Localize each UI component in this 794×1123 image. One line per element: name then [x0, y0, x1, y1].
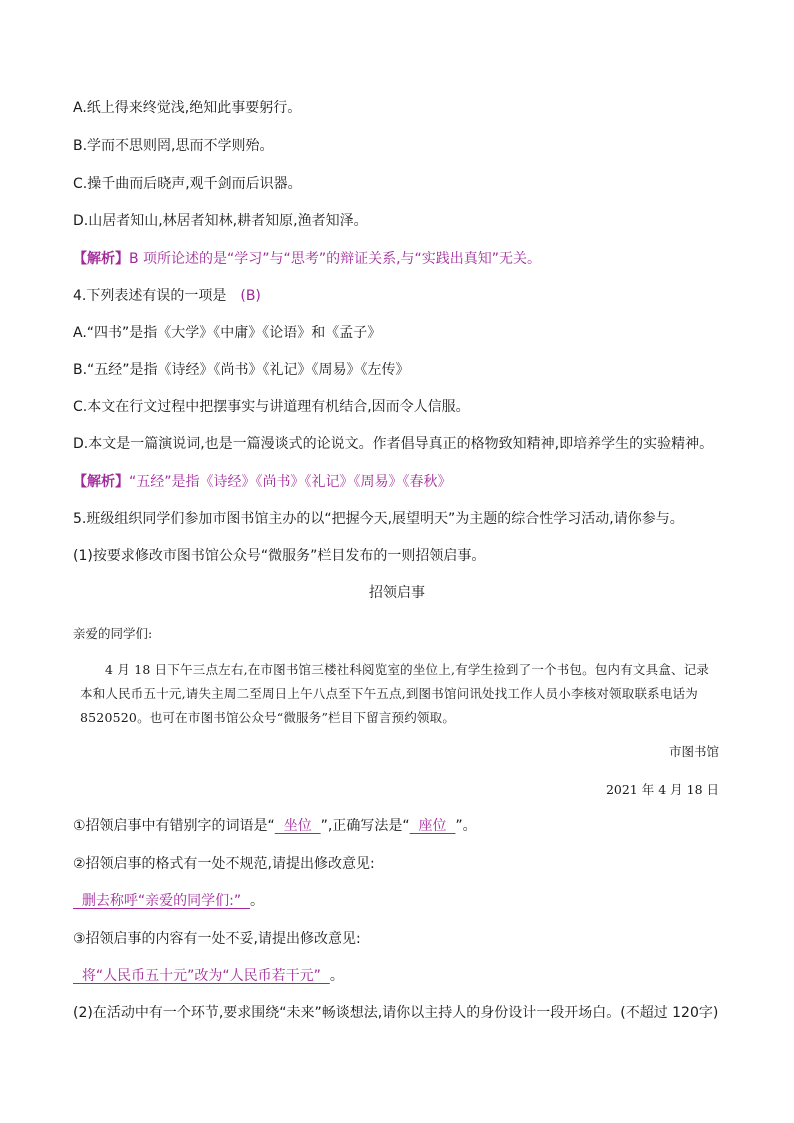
- q3-option-d: D.山居者知山,林居者知林,耕者知原,渔者知泽。: [73, 213, 368, 229]
- q5-part1-stem: (1)按要求修改市图书馆公众号“微服务”栏目发布的一则招领启事。: [73, 548, 486, 564]
- sub1-post: ”。: [455, 818, 477, 834]
- q4-option-d: D.本文是一篇演说词,也是一篇漫谈式的论说文。作者倡导真正的格物致知精神,即培养学生的实验精神。: [73, 436, 714, 452]
- sub3-answer: 将“人民币五十元”改为“人民币若干元”: [73, 968, 330, 984]
- sub1-mid: ”,正确写法是“: [320, 818, 410, 834]
- q4-option-c: C.本文在行文过程中把摆事实与讲道理有机结合,因而令人信服。: [73, 399, 470, 415]
- q5-sub2-answer: [73, 892, 264, 910]
- q4-stem-text: 4.下列表述有误的一项是: [73, 288, 227, 304]
- q5-stem: 5.班级组织同学们参加市图书馆主办的以“把握今天,展望明天”为主题的综合性学习活动,请你参与。: [73, 511, 684, 527]
- sub2-answer: 删去称呼“亲爱的同学们:”: [73, 893, 251, 909]
- analysis-tag: 【解析】: [73, 474, 129, 490]
- q4-option-b: B.“五经”是指《诗经》《尚书》《礼记》《周易》《左传》: [73, 362, 410, 378]
- sub3-end: 。: [329, 968, 344, 984]
- q3-option-a: A.纸上得来终觉浅,绝知此事要躬行。: [73, 100, 302, 116]
- q4-option-a: A.“四书”是指《大学》《中庸》《论语》和《孟子》: [73, 325, 382, 341]
- q5-sub1: [73, 817, 477, 835]
- notice-salutation: 亲爱的同学们:: [73, 626, 153, 641]
- q5-part2-stem: (2)在活动中有一个环节,要求围绕“未来”畅谈想法,请你以主持人的身份设计一段开场白。(不超过 120字): [73, 1005, 719, 1021]
- q3-analysis: [73, 250, 541, 268]
- q4-analysis: [73, 473, 452, 491]
- sub1-pre: ①招领启事中有错别字的词语是“: [73, 818, 275, 834]
- notice-title: 招领启事: [369, 585, 425, 601]
- analysis-text: B 项所论述的是“学习”与“思考”的辩证关系,与“实践出真知”无关。: [129, 251, 542, 267]
- sub2-end: 。: [250, 893, 265, 909]
- notice-date: 2021 年 4 月 18 日: [605, 782, 719, 797]
- analysis-text: “五经”是指《诗经》《尚书》《礼记》《周易》《春秋》: [129, 474, 452, 490]
- analysis-tag: 【解析】: [73, 251, 129, 267]
- q3-option-c: C.操千曲而后晓声,观千剑而后识器。: [73, 176, 302, 192]
- sub1-answer-correct: 座位: [409, 818, 456, 834]
- notice-signature: 市图书馆: [668, 744, 719, 759]
- q4-answer: (B): [240, 288, 261, 304]
- sub1-answer-wrong: 坐位: [274, 818, 321, 834]
- q5-sub3-answer: [73, 967, 344, 985]
- q3-option-b: B.学而不思则罔,思而不学则殆。: [73, 138, 274, 154]
- q5-sub2-stem: ②招领启事的格式有一处不规范,请提出修改意见:: [73, 856, 375, 872]
- notice-body: 4 月 18 日下午三点左右,在市图书馆三楼社科阅览室的坐位上,有学生捡到了一个书包。包内有文具盒、记录本和人民币五十元,请失主周二至周日上午八点至下午五点,到图书馆问讯处找工作人员小李核对领取联系电话为 8520520。也可在市图书馆公众号“微服务”栏目下留言预约领取。: [80, 662, 710, 725]
- q4-stem: [73, 287, 261, 305]
- q5-sub3-stem: ③招领启事的内容有一处不妥,请提出修改意见:: [73, 931, 361, 947]
